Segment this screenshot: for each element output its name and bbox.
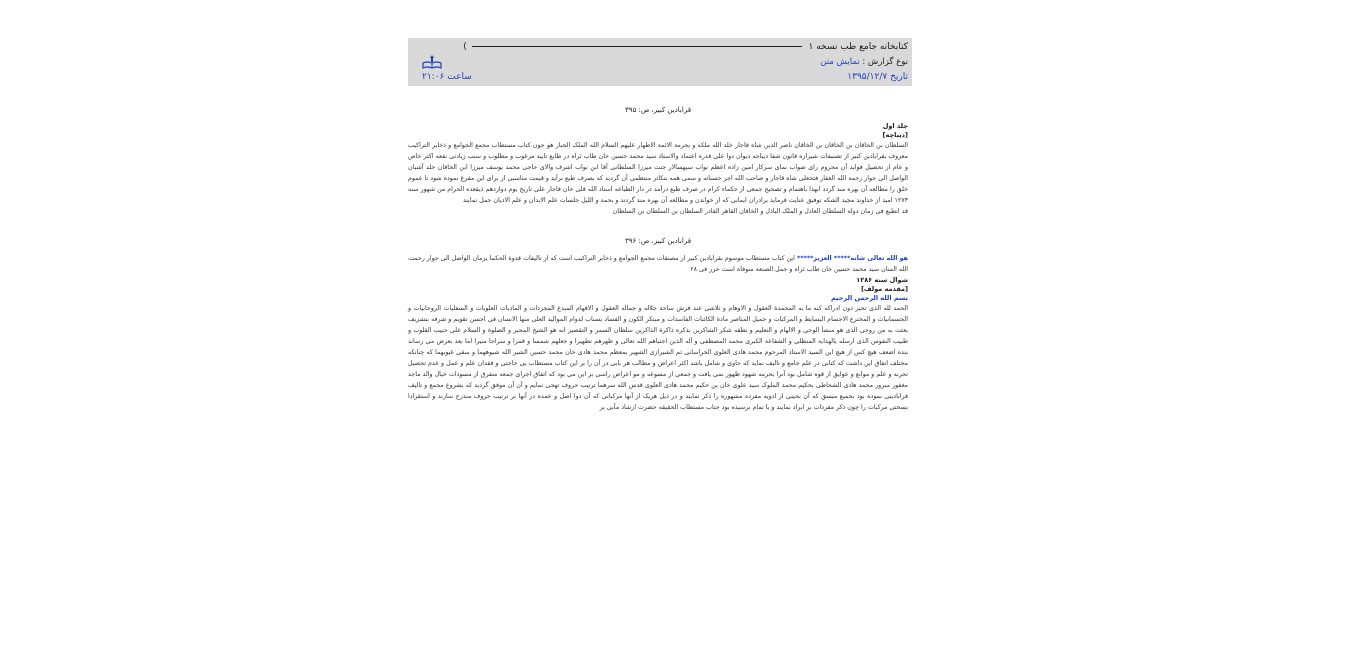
document-page: [408, 38, 912, 638]
header-rule: [472, 46, 802, 47]
volume-heading: جلد اول: [882, 122, 908, 130]
report-type: [820, 57, 908, 67]
report-time: [422, 72, 472, 82]
report-meta: [422, 72, 908, 84]
intro-paragraph: [408, 253, 908, 275]
preface-paragraph: السلطان بن الخاقان بن الخاقان بن الخاقان ناصر الدین شاه قاجار خلد الله ملکه و بحرمة الائمة الاطهار علیهم السلام الله الملک الجبار هو جون کتاب مستطاب مجمع الجوامع و ذخایر التراکیب معروف بقرابادین کبیر از تصنیفات شیرازه قانون شفا دیباجه دیوان دوا علی قدره اعتماد والاستاد سید محمد حسین خان طاب ثراه در طابع تایید مرغوب و مطلوب و سبب زیادتی نفعه اکثر خاص و عام از تحصیل فواید آن محروم رای صواب نمای سرکار امین زاده اعظم نواب سپهسالار جنت میرزا السلطانی آقا ابن نواب اشرف والای حاجی محمد یوسف میرزا ابن الخاقان خلد آشیان الواصل الی جوار رحمة الله الغفار فتحعلی شاه قاجار و صاحب الله اجر حسناته و سمی همه بتکاثر منتظمی آن گردید که بصرف طبع برآید و قیمت مناسبی از برای این مفرع نموده شود تا عموم خلق را مطالعه آن بهره مند گردد انهذا باهتمام و تصحیح جمعی از حکماء کرام در صرف طبع درآمد در دار الطباعه استاد الله قلی خان قاجار علی تاریخ یوم دوازدهم ذیقعده الحرام من شهور سنه ۱۲۷۳ امید از خداوند مجید الشکه توفیق عنایت فرماید برادران ایمانی که از خواندن و مطالعه آن بهره مند گردند و بحمد و اللیل جلسات علم الابدان و علم الادیان جمل نمایند: [408, 142, 908, 204]
author-intro-paragraph: الحمد لله الذی تحیر دون ادراکه کنه ما به المحمدة العقول و الاوهام و تلاشی عند فرش ساحة جلاله و جماله العقول و الافهام المبدع المجردات و المادیات العلویات و السفلیات الروحانیات و الجسمانیات و المخترع الاجسام البسایط و المرکبات و جمیل المناصر مادة الکائنات الفاسدات و مبتکر الکون و الفساد بسباب لدوام الموالید العلی منها الانسان فی احسن تقویم و شرفه بتشریف بعثت به من روحی الذی هو منشأ الوحی و الالهام و التعلیم و نطقه شکر الشاکرین بذکره ذاکرة الذاکرین سلطان السمر و التقصیر انه هو الشیخ المحیر و الصلوة و السلام علی حبیب القلوب و طبیب النفوس الذی ارسله بالهدایة المنطلی و الشفاعة الکبری محمد المصطفی و آله الذین اجتباهم الله تعالی و طهرهم تطهیرا و جعلهم شمسا و قمرا و سراجا منیرا اما بعد بعرض می رساند بنده اضعف هیچ کس از هیچ این السید الاستاد المرحوم محمد هادی العلوی الخراسانی ثم الشیرازی الشهیر بمعظم محمد هادی خان محمد حسین الشیر الله شیوههما و سقی غیوبهما که چنانکه مختلف اتفاق این داشت که کتابی در علم جامع و تالیف نماید که حاوی و شامل باشد اکثر اعراض و مطالب هر بابی در آن را بر این کتاب مستطاب بی حاجتی و فقدان علم و عمل و عدم تحصیل تجربه و علم و موانع و عوایق از قوه شامل بود آنرا بحرمه شهود ظهور نمی یافت و جمعی از مسوعه و مو اعراض راسی بر این می بود که اتفاق اجرای جمعه متفرق از مسودات خیال والد ماجد مغفور مبرور محمد هادی الشحاطی بحکیم محمد الملوک سید علوی خان بن حکیم محمد هادی العلوی قدس الله سرهما ترتیب حروف تهجی نمایم و آن آن موفق گردید که بشروع مجمع و تالیف قرابادینی نموده بود بجمیع مبسق که آن بحینی از ادویه مفرده مشهوره را ذکر نمایند و در ذیل هریک از آنها مرکباتی که آن دوا اصل و عمده در آنها بر ترتیب حروف مندرج سازند و استقرادا بسحتی مرکبات را چون ذکر مفردات بر ابراد نمایند و با تمام نرسیده بود جناب مستطاب الحقیقه حضرت ارشاد مآبی بر: [408, 305, 908, 411]
source-reference: قرابادین کبیر، ص: ۳۹۵: [624, 106, 692, 114]
section-gap: [408, 217, 908, 233]
report-date: [847, 72, 908, 82]
header-rule-end: ): [463, 42, 467, 52]
author-intro-heading: [مقدمه مولف]: [861, 285, 908, 293]
intro-date: شوال سنه ۱۲۸۶: [856, 276, 908, 284]
time-label: ساعت: [447, 72, 472, 82]
date-value: ۱۳۹۵/۱۲/۷: [847, 72, 888, 82]
library-title: کتابخانه جامع طب نسخه ۱: [808, 42, 908, 52]
report-type-label: نوع گزارش :: [862, 57, 908, 67]
document-content: [408, 102, 908, 413]
intro-invocation: هو الله تعالی شانه***** العزیز*****: [796, 255, 908, 262]
time-value: ۲۱:۰۶: [422, 72, 445, 82]
library-title-line: [422, 42, 908, 54]
source-reference: قرابادین کبیر، ص: ۳۹۶: [624, 237, 692, 245]
intro-text: این کتاب مستطاب موسوم بقرابادین کبیر از مصنفات مجمع الجوامع و ذخایر التراکیب است که از تالیفات قدوة الحکما یزمان الواصل الی جوار رحمت الله المنان سید محمد حسین خان طاب ثراه و جمل الصنعة متوفاه است حرر فی ۲۸: [408, 255, 908, 273]
preface-heading: [دیباچه]: [882, 131, 908, 139]
basmala: بسم الله الرحمن الرحیم: [831, 294, 908, 302]
preface-closing: قد انطبع فی زمان دولة السلطان العادل و الملک الباذل و الخاقان القاهر القادر السلطان بن السلطان بن السلطان: [612, 208, 908, 215]
report-header: [408, 38, 912, 86]
date-label: تاریخ: [890, 72, 908, 82]
report-type-value: نمایش متن: [820, 57, 860, 67]
book-library-logo-icon: [422, 54, 442, 70]
